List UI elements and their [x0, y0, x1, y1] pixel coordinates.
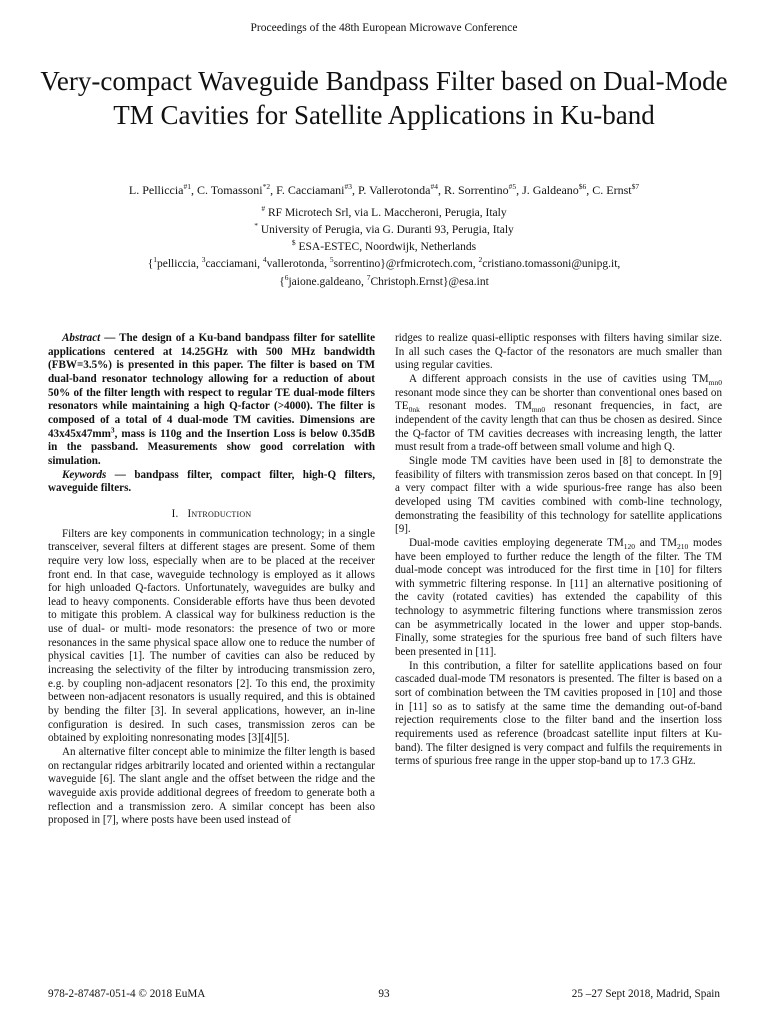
paragraph: In this contribution, a filter for satellite applications based on four cascaded dual-mode TM resonators is presented. The filter is based on a sort of combination between the TM cavities proposed in [10] and those in [11] so as to satisfy at the same time the demanding out-of-band rejection requirements close to the filter band and the insertion loss requirements used as reference (broadcast satellite input filters at Ku-band). The filter designed is very compact and fulfils the requirements in terms of spurious free range in the upper stop-band up to 17.3 GHz.: [395, 659, 722, 768]
section-title: Introduction: [187, 507, 252, 520]
text-run: modes have been employed to further reduce the length of the filter. The TM dual-mode concept was introduced for the first time in [10] for filters with symmetric filtering response. In [11] an alternative positioning of the cavity (rotated cavities) has extended the capability of this technology to asymmetric filtering functions where transmission zeros can be asymmetrically located in the lower and upper stop-bands. Finally, some strategies for the spurious free band of such filters have been presented in [11].: [395, 536, 722, 659]
text-run: A different approach consists in the use of cavities using TM: [409, 372, 709, 385]
paragraph: [395, 537, 722, 660]
author-mark: $7: [631, 182, 640, 191]
email-line: [20, 255, 748, 270]
right-column: [395, 332, 722, 769]
paragraph: [395, 373, 722, 455]
email-text: pelliccia,: [157, 258, 202, 270]
email-mark: 5: [329, 255, 334, 265]
abstract-text: — The design of a Ku-band bandpass filter for satellite applications centered at 14.25GHz with 500 MHz bandwidth (FBW=3.5%) is presented in this paper. The filter is based on TM dual-band resonator technology allowing for a reduction of about 50% of the filter length with respect to regular TE dual-mode filters resonators while maintaining a high Q-factor (>4000). The filter is composed of a total of 4 dual-mode TM cavities. Dimensions are 43x45x47mm: [48, 332, 375, 440]
email-brace: {: [147, 258, 154, 270]
keywords-text: — bandpass filter, compact filter, high-Q filters, waveguide filters.: [48, 468, 375, 495]
paragraph: Single mode TM cavities have been used in [8] to demonstrate the feasibility of filters with transmission zeros based on that concept. In [9] a very compact filter with a wide spurious-free range has also been developed using TM cavities combined with comb-line technology, demonstrating the feasibility of this technology for satellite applications [9].: [395, 454, 722, 536]
author-mark: #1: [183, 182, 192, 191]
email-text: Christoph.Ernst}@esa.int: [370, 276, 489, 288]
subscript: mn0: [708, 378, 722, 388]
author-name: P. Vallerotonda: [358, 183, 431, 197]
author-name: L. Pelliccia: [128, 183, 184, 197]
running-header: Proceedings of the 48th European Microwave Conference: [250, 22, 518, 34]
email-line: [20, 273, 748, 288]
paper-title: Very-compact Waveguide Bandpass Filter based on Dual-Mode TM Cavities for Satellite Applications in Ku-band: [40, 66, 728, 130]
affiliation-mark: *: [254, 221, 258, 231]
author-mark: $6: [578, 182, 587, 191]
author-name: F. Cacciamani: [276, 183, 345, 197]
section-heading: [48, 508, 375, 522]
page-number: 93: [378, 988, 390, 1000]
author-name: R. Sorrentino: [443, 183, 509, 197]
abstract-text: , mass is 110g and the Insertion Loss is below 0.35dB in the passband. Measurements show good correlation with simulation.: [48, 427, 375, 467]
email-mark: 3: [201, 255, 206, 265]
left-column: [48, 332, 375, 828]
subscript: 210: [677, 542, 689, 552]
email-mark: 1: [153, 255, 157, 265]
email-text: jaione.galdeano,: [288, 276, 367, 288]
author-name: C. Ernst: [592, 183, 632, 197]
email-brace: {: [279, 276, 285, 288]
text-run: resonant modes. TM: [419, 400, 532, 413]
abstract: [48, 332, 375, 469]
subscript: mn0: [531, 405, 546, 415]
author-list: L. Pelliccia$^{\#1}$, C. Tomassoni$^{*2}$, F. Cacciamani$^{\#3}$, P. Vallerotonda$^{\#4}$, R. Sorrentino$^{\#5}$, J. Galdeano$^{\$6}$, C. Ernst$^{\$7}$: [128, 182, 640, 197]
affiliation: [20, 238, 748, 253]
affiliation-text: RF Microtech Srl, via L. Maccheroni, Perugia, Italy: [265, 207, 507, 219]
email-text: vallerotonda,: [266, 258, 330, 270]
text-run: and TM: [635, 536, 678, 549]
email-text: sorrentino}@rfmicrotech.com,: [333, 258, 479, 270]
text-run: resonant mode since they can be shorter than conventional ones based on TE: [395, 386, 722, 413]
section-number: I.: [171, 507, 179, 520]
paragraph: An alternative filter concept able to minimize the filter length is based on rectangular ridges arbitrarily located and oriented within a rectangular waveguide [6]. The slant angle and the offset between the ridge and the waveguide axis provide additional degrees of freedom to generate both a reflection and a transmission zero. A similar concept has been also proposed in [7], where posts have been used instead of: [48, 746, 375, 827]
email-text: cacciamani,: [205, 258, 263, 270]
email-mark: 4: [262, 255, 267, 265]
affiliation: [20, 204, 748, 219]
author-name: J. Galdeano: [522, 183, 579, 197]
paragraph: ridges to realize quasi-elliptic responses with filters having similar size. In all such cases the Q-factor of the resonators are much smaller than using regular cavities.: [395, 332, 722, 372]
abstract-label: Abstract: [62, 332, 101, 344]
abstract-sup: 3: [110, 424, 115, 434]
author-mark: #5: [508, 182, 517, 191]
email-mark: 2: [478, 255, 483, 265]
subscript: 120: [623, 542, 636, 552]
author-mark: #3: [344, 182, 352, 191]
affiliation-mark: $: [291, 238, 296, 248]
affiliation-text: ESA-ESTEC, Noordwijk, Netherlands: [295, 241, 477, 253]
subscript: 0nk: [408, 405, 420, 415]
keywords-label: Keywords: [62, 468, 107, 481]
affiliation-text: University of Perugia, via G. Duranti 93, Perugia, Italy: [257, 224, 514, 236]
paragraph: Filters are key components in communication technology; in a single transceiver, several filters at different stages are present. Some of them require very low loss, especially when are to be placed at the receiver front end. In that case, waveguide technology is employed as it allows for high unloaded Q-factors. Unfortunately, waveguides are bulky and lead to heavy components. Considerable efforts have thus been devoted to mitigate this problem. A classical way for bulkiness reduction is the use of dual- or multi- mode resonators: the presence of two or more resonances in the same physical space allow one to reduce the number of physical cavities [1]. The number of cavities can also be reduced by increasing the selectivity of the filter by introducing transmission zero, e.g. by coupling non-adjacent resonators [2]. To this end, the proximity between non-adjacent resonators is usually required, and this is obtained by bending the filter [3]. In several applications, however, an in-line configuration is desired. In such cases, transmission zeros can be obtained by exploiting nonresonating modes [3][4][5].: [48, 527, 375, 745]
email-mark: 7: [366, 273, 371, 283]
text-run: Dual-mode cavities employing degenerate TM: [409, 536, 624, 549]
author-mark: *2: [262, 182, 271, 191]
keywords: [48, 469, 375, 496]
text-run: resonant frequencies, in fact, are independent of the cavity length that can thus be chosen as desired. Since the Q-factor of TM cavities decreases with increasing length, the latter must result from a trade-off between small volume and high Q.: [395, 400, 722, 454]
footer-isbn: 978-2-87487-051-4 © 2018 EuMA: [48, 988, 206, 1000]
affiliation: [20, 221, 748, 236]
author-name: C. Tomassoni: [197, 183, 263, 197]
email-text: cristiano.tomassoni@unipg.it,: [482, 258, 621, 270]
footer-conference: 25 –27 Sept 2018, Madrid, Spain: [571, 988, 720, 1000]
email-mark: 6: [284, 273, 289, 283]
author-mark: #4: [430, 182, 438, 191]
affiliation-mark: #: [261, 204, 266, 214]
